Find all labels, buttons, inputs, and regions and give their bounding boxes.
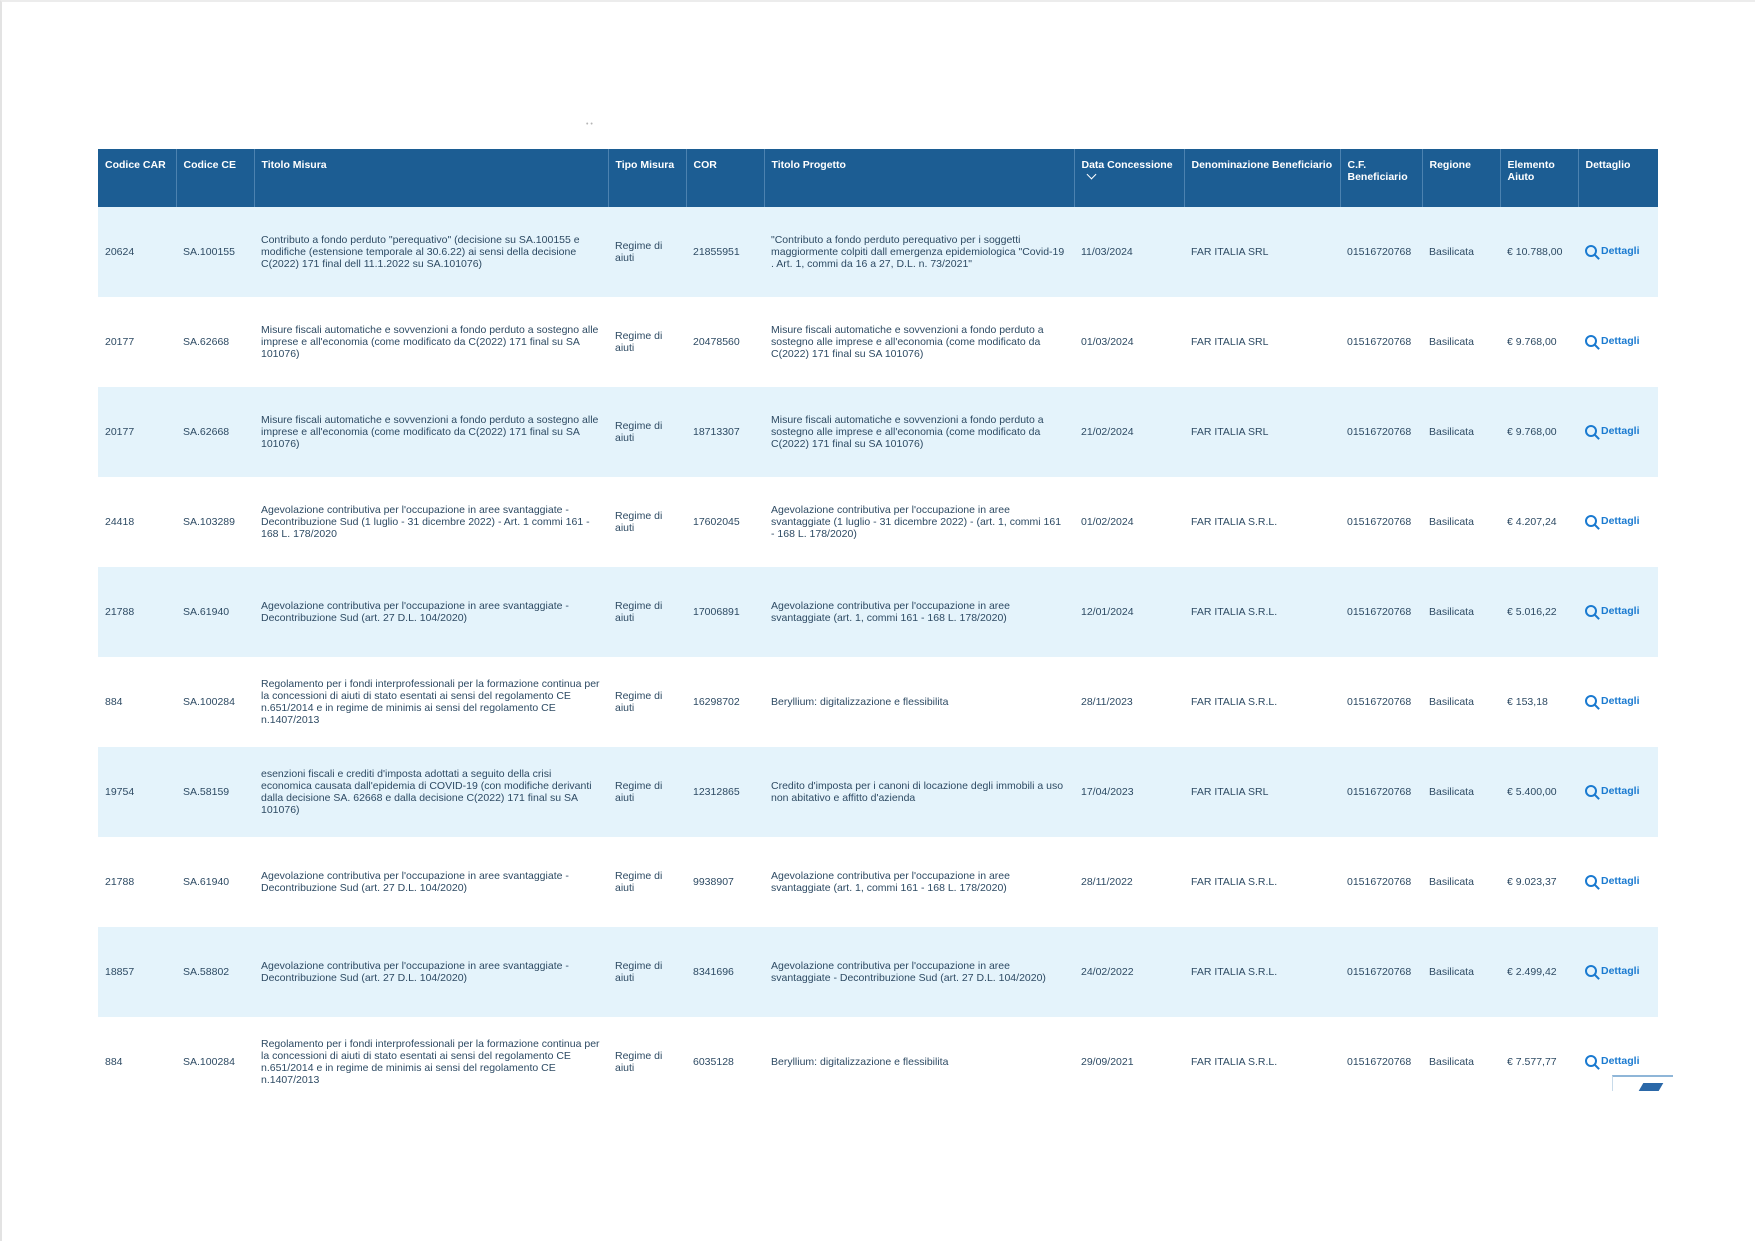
cell-codice-car: 19754 [105,786,135,798]
cell-regione: Basilicata [1429,426,1474,438]
cell-denominazione-beneficiario: FAR ITALIA S.R.L. [1191,876,1278,888]
table-body [98,207,1658,1107]
cell-cf-beneficiario: 01516720768 [1347,876,1412,888]
cell-denominazione-beneficiario: FAR ITALIA S.R.L. [1191,1056,1278,1068]
cell-tipo-misura: Regime di aiuti [615,960,663,984]
cell-regione: Basilicata [1429,876,1474,888]
cell-titolo-misura: Agevolazione contributiva per l'occupazione in aree svantaggiate - Decontribuzione Sud (art. 27 D.L. 104/2020) [261,600,569,624]
table-header-row [98,149,1658,207]
details-link[interactable] [1585,1055,1640,1067]
cell-codice-ce: SA.100155 [183,246,235,258]
search-icon [1585,425,1597,437]
cell-denominazione-beneficiario: FAR ITALIA SRL [1191,786,1269,798]
col-header-dettaglio: Dettaglio [1585,159,1631,171]
cell-data-concessione: 01/02/2024 [1081,516,1134,528]
cell-regione: Basilicata [1429,606,1474,618]
col-header-denominazione-beneficiario[interactable]: Denominazione Beneficiario [1184,149,1340,207]
search-icon [1585,785,1597,797]
cell-codice-car: 20177 [105,336,135,348]
details-link-label: Dettagli [1601,604,1640,617]
cell-cor: 17006891 [693,606,740,618]
cell-data-concessione: 17/04/2023 [1081,786,1134,798]
cell-cor: 21855951 [693,246,740,258]
cell-tipo-misura: Regime di aiuti [615,1050,663,1074]
cell-data-concessione: 12/01/2024 [1081,606,1134,618]
cell-titolo-misura: Misure fiscali automatiche e sovvenzioni a fondo perduto a sostegno alle imprese e all'economia (come modificato da C(2022) 171 final su SA 101076) [261,414,599,450]
cell-titolo-progetto: Agevolazione contributiva per l'occupazione in aree svantaggiate - Decontribuzione Sud (art. 27 D.L. 104/2020) [771,960,1046,984]
cell-elemento-aiuto: € 10.788,00 [1507,246,1563,258]
cell-dettaglio [1578,837,1658,927]
cell-titolo-misura: Agevolazione contributiva per l'occupazione in aree svantaggiate - Decontribuzione Sud (1 luglio - 31 dicembre 2022) - Art. 1 commi 161 - 168 L. 178/2020 [261,504,590,540]
cell-codice-car: 18857 [105,966,135,978]
table-row [98,927,1658,1017]
cell-regione: Basilicata [1429,1056,1474,1068]
cell-tipo-misura: Regime di aiuti [615,870,663,894]
cell-regione: Basilicata [1429,966,1474,978]
cell-regione: Basilicata [1429,696,1474,708]
cell-tipo-misura: Regime di aiuti [615,600,663,624]
cell-tipo-misura: Regime di aiuti [615,420,663,444]
cell-dettaglio [1578,207,1658,297]
cell-cf-beneficiario: 01516720768 [1347,966,1412,978]
cell-cf-beneficiario: 01516720768 [1347,336,1412,348]
cell-denominazione-beneficiario: FAR ITALIA SRL [1191,426,1269,438]
cell-titolo-progetto: Misure fiscali automatiche e sovvenzioni a fondo perduto a sostegno alle imprese e all'economia (come modificato da C(2022) 171 final su SA 101076) [771,414,1044,450]
cell-titolo-progetto: Beryllium: digitalizzazione e flessibilita [771,1056,949,1068]
cell-elemento-aiuto: € 5.016,22 [1507,606,1557,618]
cell-cf-beneficiario: 01516720768 [1347,246,1412,258]
cell-data-concessione: 29/09/2021 [1081,1056,1134,1068]
cell-regione: Basilicata [1429,786,1474,798]
aid-grants-table [98,149,1658,1107]
details-link[interactable] [1585,605,1640,617]
col-header-titolo-progetto[interactable]: Titolo Progetto [764,149,1074,207]
cell-cf-beneficiario: 01516720768 [1347,516,1412,528]
cell-dettaglio [1578,387,1658,477]
table-row [98,207,1658,297]
cell-elemento-aiuto: € 9.768,00 [1507,426,1557,438]
sort-chevron-down-icon[interactable] [1086,170,1096,180]
col-header-elemento-aiuto[interactable]: Elemento Aiuto [1500,149,1578,207]
cell-dettaglio [1578,567,1658,657]
cell-tipo-misura: Regime di aiuti [615,240,663,264]
scan-speck: • [918,394,921,403]
col-header-titolo-misura[interactable]: Titolo Misura [254,149,608,207]
cell-titolo-progetto: Agevolazione contributiva per l'occupazione in aree svantaggiate (art. 1, commi 161 - 168 L. 178/2020) [771,600,1010,624]
details-link[interactable] [1585,785,1640,797]
cell-titolo-progetto: Credito d'imposta per i canoni di locazione degli immobili a uso non abitativo e affitto d'azienda [771,780,1064,804]
search-icon [1585,245,1597,257]
cell-elemento-aiuto: € 153,18 [1507,696,1548,708]
cell-elemento-aiuto: € 9.023,37 [1507,876,1557,888]
cell-codice-car: 21788 [105,606,135,618]
cell-codice-ce: SA.62668 [183,336,230,348]
search-icon [1585,965,1597,977]
cell-titolo-progetto: Agevolazione contributiva per l'occupazione in aree svantaggiate (1 luglio - 31 dicembre 2022) - (art. 1, commi 161 - 168 L. 178/2020) [771,504,1062,540]
cell-dettaglio [1578,477,1658,567]
cell-titolo-misura: Agevolazione contributiva per l'occupazione in aree svantaggiate - Decontribuzione Sud (art. 27 D.L. 104/2020) [261,960,569,984]
table-row [98,747,1658,837]
cell-titolo-misura: Misure fiscali automatiche e sovvenzioni a fondo perduto a sostegno alle imprese e all'economia (come modificato da C(2022) 171 final su SA 101076) [261,324,599,360]
cell-codice-car: 884 [105,1056,123,1068]
details-link-label: Dettagli [1601,1054,1640,1067]
cell-codice-ce: SA.61940 [183,606,230,618]
cell-cor: 6035128 [693,1056,734,1068]
cell-titolo-progetto: "Contributo a fondo perduto perequativo per i soggetti maggiormente colpiti dall emergenza epidemiologica "Covid-19 . Art. 1, commi da 16 a 27, D.L. n. 73/2021" [771,234,1065,270]
cell-cor: 8341696 [693,966,734,978]
cell-codice-ce: SA.100284 [183,696,235,708]
cell-cor: 17602045 [693,516,740,528]
cell-denominazione-beneficiario: FAR ITALIA S.R.L. [1191,966,1278,978]
cell-cor: 18713307 [693,426,740,438]
page-corner-tab [1612,1075,1673,1091]
search-icon [1585,515,1597,527]
cell-dettaglio [1578,297,1658,387]
search-icon [1585,335,1597,347]
search-icon [1585,605,1597,617]
cell-cor: 16298702 [693,696,740,708]
cell-elemento-aiuto: € 5.400,00 [1507,786,1557,798]
cell-titolo-progetto: Beryllium: digitalizzazione e flessibilita [771,696,949,708]
details-link-label: Dettagli [1601,874,1640,887]
details-link-label: Dettagli [1601,244,1640,257]
details-link[interactable] [1585,875,1640,887]
details-link-label: Dettagli [1601,784,1640,797]
col-header-data-concessione[interactable] [1074,149,1184,207]
table-row [98,387,1658,477]
cell-codice-ce: SA.58802 [183,966,230,978]
details-link[interactable] [1585,695,1640,707]
cell-cor: 20478560 [693,336,740,348]
col-header-data-concessione-label: Data Concessione [1081,159,1173,171]
cell-cf-beneficiario: 01516720768 [1347,426,1412,438]
details-link-label: Dettagli [1601,964,1640,977]
cell-codice-ce: SA.100284 [183,1056,235,1068]
cell-codice-car: 884 [105,696,123,708]
table-row [98,477,1658,567]
cell-dettaglio [1578,1017,1658,1107]
cell-dettaglio [1578,747,1658,837]
cell-tipo-misura: Regime di aiuti [615,690,663,714]
cell-codice-ce: SA.61940 [183,876,230,888]
table-row [98,657,1658,747]
cell-regione: Basilicata [1429,516,1474,528]
col-header-cf-beneficiario[interactable]: C.F. Beneficiario [1340,149,1422,207]
cell-elemento-aiuto: € 2.499,42 [1507,966,1557,978]
cell-tipo-misura: Regime di aiuti [615,780,663,804]
cell-codice-car: 24418 [105,516,135,528]
cell-denominazione-beneficiario: FAR ITALIA S.R.L. [1191,516,1278,528]
cell-dettaglio [1578,927,1658,1017]
details-link[interactable] [1585,515,1640,527]
cell-codice-ce: SA.103289 [183,516,235,528]
search-icon [1585,695,1597,707]
cell-tipo-misura: Regime di aiuti [615,510,663,534]
col-header-cor[interactable]: COR [686,149,764,207]
col-header-codice-car[interactable]: Codice CAR [98,149,176,207]
details-link[interactable] [1585,425,1640,437]
details-link[interactable] [1585,335,1640,347]
cell-cf-beneficiario: 01516720768 [1347,1056,1412,1068]
cell-data-concessione: 11/03/2024 [1081,246,1133,258]
cell-tipo-misura: Regime di aiuti [615,330,663,354]
cell-cor: 9938907 [693,876,734,888]
cell-cor: 12312865 [693,786,740,798]
cell-titolo-misura: esenzioni fiscali e crediti d'imposta adottati a seguito della crisi economica causata dall'epidemia di COVID-19 (con modifiche derivanti dalla decisione SA. 62668 e dalla decisione C(2022) 171 final su SA 101076) [261,768,592,816]
cell-titolo-progetto: Agevolazione contributiva per l'occupazione in aree svantaggiate (art. 1, commi 161 - 168 L. 178/2020) [771,870,1010,894]
cell-codice-car: 20177 [105,426,135,438]
cell-elemento-aiuto: € 4.207,24 [1507,516,1557,528]
details-link-label: Dettagli [1601,694,1640,707]
cell-elemento-aiuto: € 7.577,77 [1507,1056,1557,1068]
table-row [98,567,1658,657]
cell-denominazione-beneficiario: FAR ITALIA SRL [1191,336,1269,348]
cell-data-concessione: 21/02/2024 [1081,426,1134,438]
cell-denominazione-beneficiario: FAR ITALIA SRL [1191,246,1269,258]
details-link[interactable] [1585,965,1640,977]
cell-data-concessione: 28/11/2022 [1081,876,1133,888]
cell-codice-car: 21788 [105,876,135,888]
table-row [98,1017,1658,1107]
cell-codice-car: 20624 [105,246,135,258]
col-header-tipo-misura[interactable]: Tipo Misura [608,149,686,207]
cell-titolo-progetto: Misure fiscali automatiche e sovvenzioni a fondo perduto a sostegno alle imprese e all'economia (come modificato da C(2022) 171 final su SA 101076) [771,324,1044,360]
cell-titolo-misura: Regolamento per i fondi interprofessionali per la formazione continua per la concessioni di aiuti di stato esentati ai sensi del regolamento CE n.651/2014 e in regime de minimis ai sensi del regolamento CE n.1407/2013 [261,678,600,726]
aid-grants-table-container [98,149,1658,1107]
search-icon [1585,875,1597,887]
col-header-codice-ce[interactable]: Codice CE [176,149,254,207]
cell-cf-beneficiario: 01516720768 [1347,606,1412,618]
details-link-label: Dettagli [1601,514,1640,527]
cell-codice-ce: SA.62668 [183,426,230,438]
search-icon [1585,1055,1597,1067]
table-row [98,297,1658,387]
cell-regione: Basilicata [1429,246,1474,258]
cell-dettaglio [1578,657,1658,747]
cell-codice-ce: SA.58159 [183,786,230,798]
cell-titolo-misura: Agevolazione contributiva per l'occupazione in aree svantaggiate - Decontribuzione Sud (art. 27 D.L. 104/2020) [261,870,569,894]
cell-titolo-misura: Contributo a fondo perduto "perequativo" (decisione su SA.100155 e modifiche (estensione temporale al 30.6.22) ai sensi della decisione C(2022) 171 final dell 11.1.2022 su SA.101076) [261,234,580,270]
details-link[interactable] [1585,245,1640,257]
details-link-label: Dettagli [1601,334,1640,347]
cell-data-concessione: 01/03/2024 [1081,336,1134,348]
cell-titolo-misura: Regolamento per i fondi interprofessionali per la formazione continua per la concessioni di aiuti di stato esentati ai sensi del regolamento CE n.651/2014 e in regime de minimis ai sensi del regolamento CE n.1407/2013 [261,1038,600,1086]
scan-speck: • • [586,121,593,128]
cell-cf-beneficiario: 01516720768 [1347,786,1412,798]
cell-denominazione-beneficiario: FAR ITALIA S.R.L. [1191,606,1278,618]
details-link-label: Dettagli [1601,424,1640,437]
table-row [98,837,1658,927]
cell-regione: Basilicata [1429,336,1474,348]
cell-elemento-aiuto: € 9.768,00 [1507,336,1557,348]
cell-data-concessione: 24/02/2022 [1081,966,1134,978]
cell-data-concessione: 28/11/2023 [1081,696,1133,708]
cell-denominazione-beneficiario: FAR ITALIA S.R.L. [1191,696,1278,708]
col-header-regione[interactable]: Regione [1422,149,1500,207]
cell-cf-beneficiario: 01516720768 [1347,696,1412,708]
